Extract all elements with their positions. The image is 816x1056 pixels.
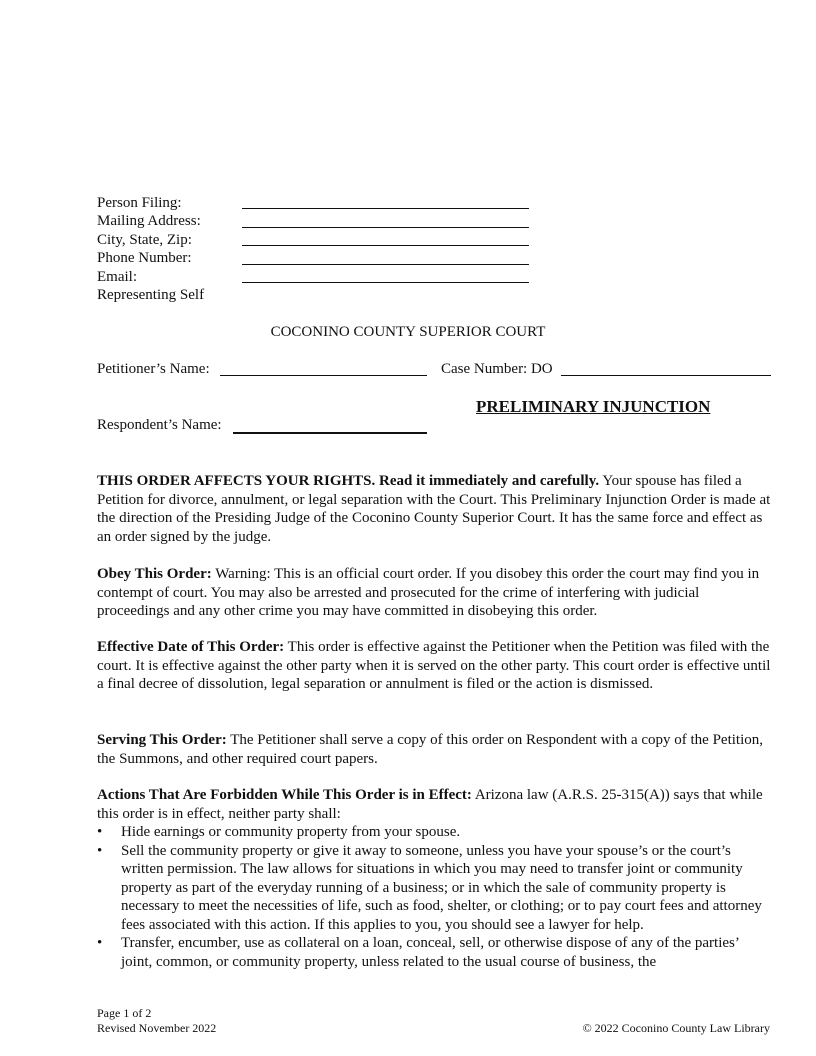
forbidden-actions-body: Arizona law (A.R.S. 25-315(A)) says that while this order is in effect, neither party shall:	[97, 787, 763, 822]
respondent-name-line[interactable]	[233, 432, 427, 434]
obey-heading: Obey This Order:	[97, 566, 212, 582]
forbidden-actions-paragraph	[97, 786, 773, 823]
phone-number-label: Phone Number:	[97, 250, 192, 266]
serving-paragraph	[97, 731, 773, 768]
document-title: PRELIMINARY INJUNCTION	[476, 397, 711, 416]
bullet-icon: •	[97, 935, 103, 951]
list-item	[97, 842, 773, 935]
effective-date-body: This order is effective against the Petitioner when the Petition was filed with the court. It is effective against the other party when it is served on the other party. This court order is effective until a final decree of dissolution, legal separation or annulment is filed or the action is dismissed.	[97, 639, 771, 692]
respondent-name-label: Respondent’s Name:	[97, 417, 222, 433]
footer-copyright: © 2022 Coconino County Law Library	[582, 1021, 770, 1035]
footer-page-number: Page 1 of 2	[97, 1006, 152, 1020]
effective-date-paragraph	[97, 638, 773, 694]
petitioner-name-line[interactable]	[220, 375, 427, 376]
list-item-text: Hide earnings or community property from your spouse.	[121, 824, 461, 840]
serving-body: The Petitioner shall serve a copy of this order on Respondent with a copy of the Petition, the Summons, and other required court papers.	[97, 732, 764, 767]
city-state-zip-line[interactable]	[242, 245, 529, 246]
list-item-text: Sell the community property or give it away to someone, unless you have your spouse’s or the court’s written permission. The law allows for situations in which you may need to transfer joint or community property as part of the everyday running of a business; or in which the sale of community property is necessary to meet the necessities of life, such as food, shelter, or clothing; or to pay court fees and attorney fees associated with this action. If this applies to you, you should see a lawyer for help.	[121, 842, 762, 933]
list-item	[97, 823, 773, 842]
list-item	[97, 934, 773, 971]
forbidden-actions-heading: Actions That Are Forbidden While This Order is in Effect:	[97, 787, 472, 803]
bullet-icon: •	[97, 824, 103, 840]
footer-revised-date: Revised November 2022	[97, 1021, 217, 1035]
petitioner-name-label: Petitioner’s Name:	[97, 361, 210, 377]
case-number-line[interactable]	[561, 375, 771, 376]
bullet-icon: •	[97, 842, 103, 859]
forbidden-actions-list	[97, 823, 773, 971]
court-name: COCONINO COUNTY SUPERIOR COURT	[270, 324, 546, 340]
obey-body: Warning: This is an official court order. If you disobey this order the court may find you in contempt of court. You may also be arrested and prosecuted for the crime of interfering with judicial proceedings and any other crime you may have committed in disobeying this order.	[97, 566, 760, 619]
case-number-label: Case Number: DO	[441, 361, 553, 377]
effective-date-heading: Effective Date of This Order:	[97, 639, 285, 655]
email-line[interactable]	[242, 282, 529, 283]
obey-paragraph	[97, 565, 773, 621]
email-label: Email:	[97, 269, 137, 285]
mailing-address-line[interactable]	[242, 227, 529, 228]
serving-heading: Serving This Order:	[97, 732, 227, 748]
person-filing-label: Person Filing:	[97, 195, 182, 211]
city-state-zip-label: City, State, Zip:	[97, 232, 192, 248]
rights-heading: THIS ORDER AFFECTS YOUR RIGHTS. Read it immediately and carefully.	[97, 473, 600, 489]
person-filing-line[interactable]	[242, 208, 529, 209]
mailing-address-label: Mailing Address:	[97, 213, 201, 229]
list-item-text: Transfer, encumber, use as collateral on a loan, conceal, sell, or otherwise dispose of any of the parties’ joint, common, or community property, unless related to the usual course of business, the	[121, 935, 739, 970]
representing-self: Representing Self	[97, 287, 205, 303]
rights-paragraph	[97, 472, 773, 546]
phone-number-line[interactable]	[242, 264, 529, 265]
rights-body: Your spouse has filed a Petition for divorce, annulment, or legal separation with the Court. This Preliminary Injunction Order is made at the direction of the Presiding Judge of the Coconino County Superior Court. It has the same force and effect as an order signed by the judge.	[97, 473, 771, 545]
